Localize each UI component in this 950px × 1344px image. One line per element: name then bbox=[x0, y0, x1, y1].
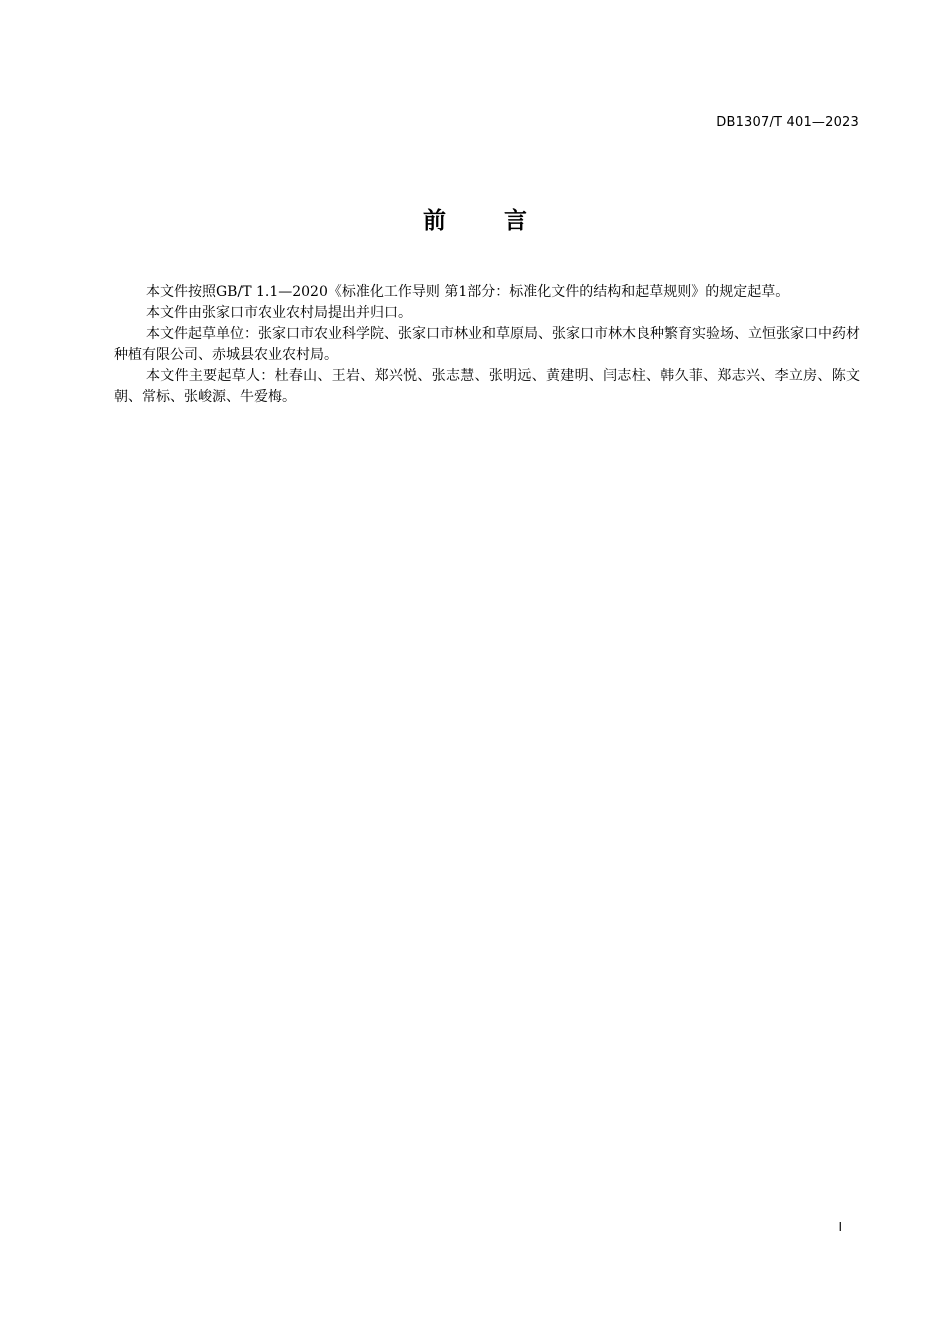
page-title: 前言 bbox=[423, 208, 585, 234]
foreword-body bbox=[114, 282, 860, 408]
document-code: DB1307/T 401—2023 bbox=[716, 115, 859, 130]
paragraph-drafters: 本文件主要起草人：杜春山、王岩、郑兴悦、张志慧、张明远、黄建明、闫志柱、韩久菲、郑志兴、李立房、陈文朝、常标、张峻源、牛爱梅。 bbox=[114, 368, 860, 405]
paragraph-drafting-units: 本文件起草单位：张家口市农业科学院、张家口市林业和草原局、张家口市林木良种繁育实验场、立恒张家口中药材种植有限公司、赤城县农业农村局。 bbox=[114, 326, 860, 363]
paragraph-proposer: 本文件由张家口市农业农村局提出并归口。 bbox=[146, 305, 412, 321]
page-number: I bbox=[838, 1220, 842, 1234]
paragraph-drafting-basis: 本文件按照GB/T 1.1—2020《标准化工作导则 第1部分：标准化文件的结构和起草规则》的规定起草。 bbox=[146, 284, 790, 300]
